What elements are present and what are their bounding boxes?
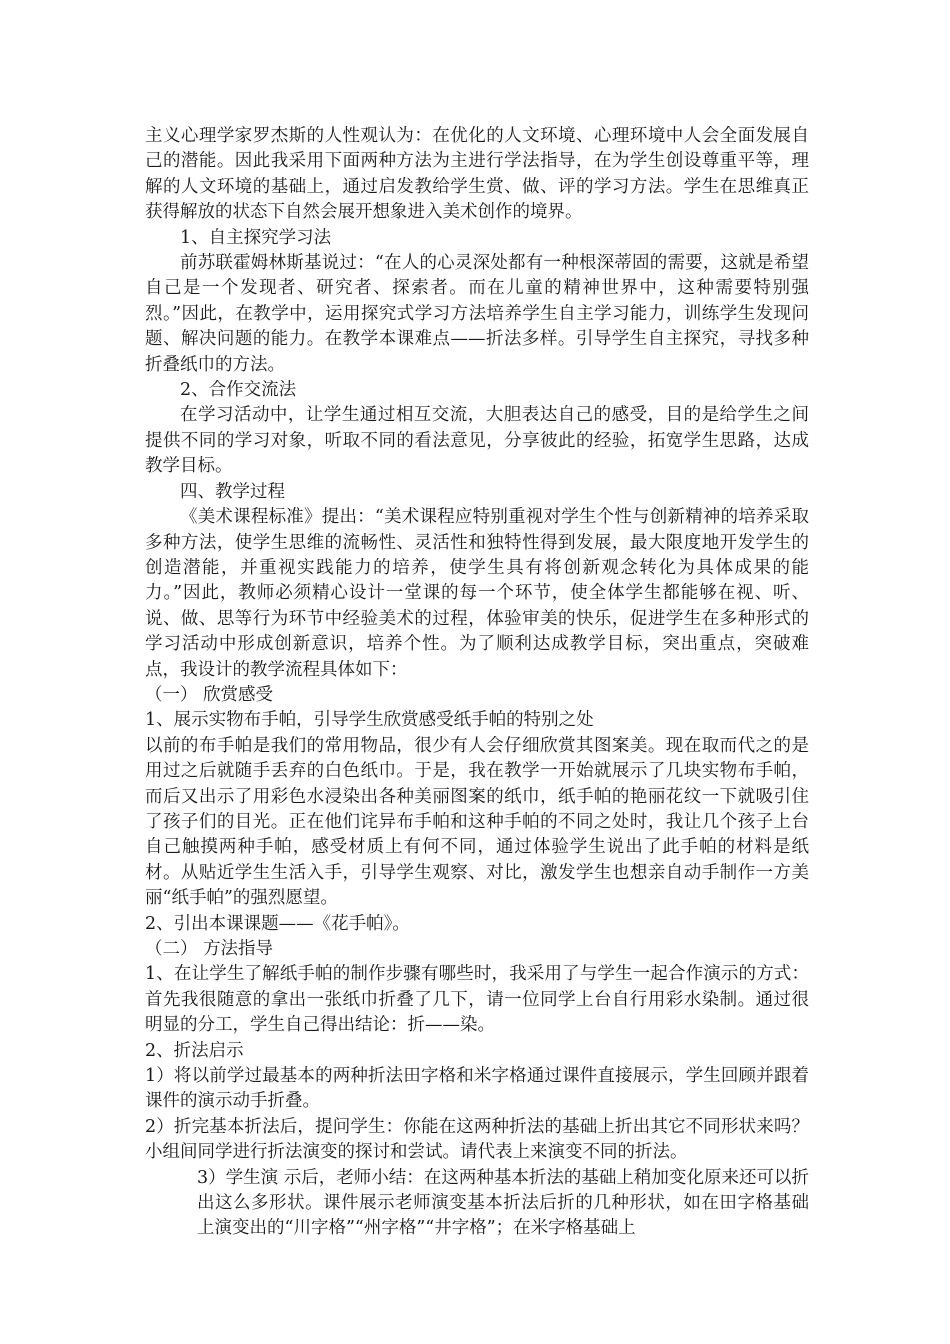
paragraph-handkerchief-intro: 以前的布手帕是我们的常用物品，很少有人会仔细欣赏其图案美。现在取而代之的是用过之后就随手丢弃的白色纸巾。于是，我在教学一开始就展示了几块实物布手帕，而后又出示了用彩色水浸染出各种美丽图案的纸巾，纸手帕的艳丽花纹一下就吸引住了孩子们的目光。正在他们诧异布手帕和这种手帕的不同之处时，我让几个孩子上台自己触摸两种手帕，感受材质上有何不同，通过体验学生说出了此手帕的材料是纸材。从贴近学生生活入手，引导学生观察、对比，激发学生也想亲自动手制作一方美丽“纸手帕”的强烈愿望。 [145,735,809,909]
heading-appreciation: （一） 欣赏感受 [145,684,274,705]
subheading-lesson-title: 2、引出本课课题——《花手帕》。 [145,913,410,934]
subheading-show-handkerchief: 1、展示实物布手帕，引导学生欣赏感受纸手帕的特别之处 [145,710,594,731]
document-page [145,124,809,1242]
paragraph-rogers-theory: 主义心理学家罗杰斯的人性观认为：在优化的人文环境、心理环境中人会全面发展自己的潜能。因此我采用下面两种方法为主进行学法指导，在为学生创设尊重平等，理解的人文环境的基础上，通过启发教给学生赏、做、评的学习方法。学生在思维真正获得解放的状态下自然会展开想象进入美术创作的境界。 [145,126,809,223]
heading-teaching-process: 四、教学过程 [180,481,285,502]
paragraph-fold-variations: 2）折完基本折法后，提问学生：你能在这两种折法的基础上折出其它不同形状来吗？小组间同学进行折法演变的探讨和尝试。请代表上来演变不同的折法。 [145,1116,809,1163]
heading-cooperative-exchange-method: 2、合作交流法 [180,380,297,401]
paragraph-curriculum-standard: 《美术课程标准》提出：“美术课程应特别重视对学生个性与创新精神的培养采取多种方法，使学生思维的流畅性、灵活性和独特性得到发展，最大限度地开发学生的创造潜能，并重视实践能力的培养，使学生具有将创新观念转化为具体成果的能力。”因此，教师必须精心设计一堂课的每一个环节，使全体学生都能够在视、听、说、做、思等行为环节中经验美术的过程，体验审美的快乐，促进学生在多种形式的学习活动中形成创新意识，培养个性。为了顺利达成教学目标，突出重点，突破难点，我设计的教学流程具体如下： [145,507,809,680]
heading-self-inquiry-method: 1、自主探究学习法 [180,227,332,248]
paragraph-teacher-summary: 3）学生演 示后，老师小结：在这两种基本折法的基础上稍加变化原来还可以折出这么多形状。课件展示老师演变基本折法后折的几种形状，如在田字格基础上演变出的“川字格”“州字格”“井字格”；在米字格基础上 [197,1167,809,1239]
paragraph-cooperative-learning: 在学习活动中，让学生通过相互交流，大胆表达自己的感受，目的是给学生之间提供不同的学习对象，听取不同的看法意见，分享彼此的经验，拓宽学生思路，达成教学目标。 [145,405,809,477]
paragraph-production-steps: 1、在让学生了解纸手帕的制作步骤有哪些时，我采用了与学生一起合作演示的方式：首先我很随意的拿出一张纸巾折叠了几下，请一位同学上台自行用彩水染制。通过很明显的分工，学生自己得出结论：折——染。 [145,964,809,1036]
subheading-folding-hints: 2、折法启示 [145,1040,244,1061]
paragraph-basic-folds: 1）将以前学过最基本的两种折法田字格和米字格通过课件直接展示，学生回顾并跟着课件的演示动手折叠。 [145,1066,809,1112]
heading-method-guidance: （二） 方法指导 [145,939,274,959]
paragraph-sukhomlinsky-quote: 前苏联霍姆林斯基说过：“在人的心灵深处都有一种根深蒂固的需要，这就是希望自己是一个发现者、研究者、探索者。而在儿童的精神世界中，这种需要特别强烈。”因此，在教学中，运用探究式学习方法培养学生自主学习能力，训练学生发现问题、解决问题的能力。在教学本课难点——折法多样。引导学生自主探究，寻找多种折叠纸巾的方法。 [145,253,809,375]
